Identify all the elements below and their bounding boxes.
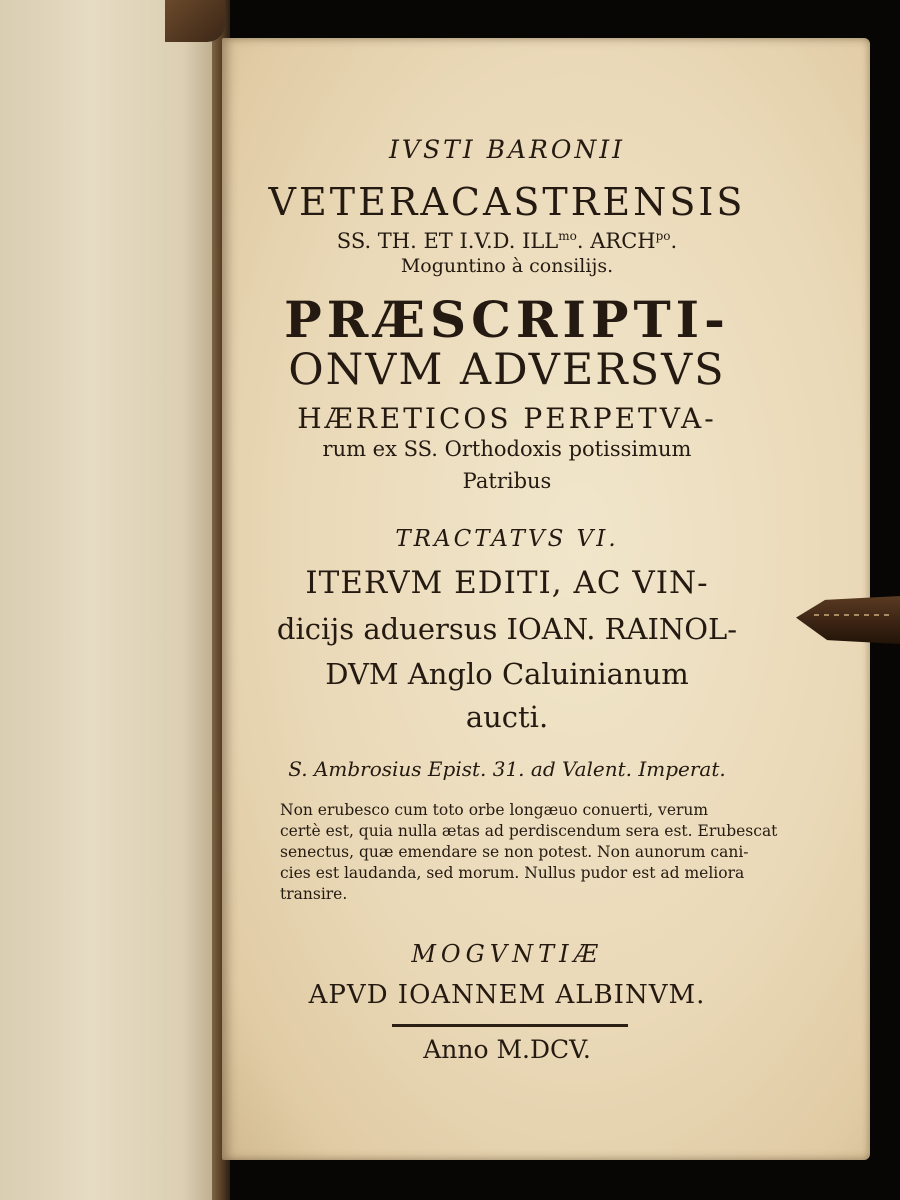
facing-blank-page <box>0 0 228 1200</box>
epigraph-line: transire. <box>280 885 348 903</box>
epigraph-source: S. Ambrosius Epist. 31. ad Valent. Imperat. <box>288 757 726 781</box>
book-title-line-3: HÆRETICOS PERPETVA- <box>297 402 717 435</box>
edition-note-line-4: aucti. <box>465 700 549 734</box>
epigraph-line: certè est, quia nulla ætas ad perdiscendum sera est. Erubescat <box>280 822 778 840</box>
imprint-city: MOGVNTIÆ <box>411 940 603 968</box>
edition-note-line-3: DVM Anglo Caluinianum <box>325 657 689 691</box>
author-name: IVSTI BARONII <box>389 135 625 164</box>
epigraph-quote <box>280 800 778 905</box>
epigraph-line: cies est laudanda, sed morum. Nullus pudor est ad meliora <box>280 864 745 882</box>
book-title-line-2: ONVM ADVERSVS <box>288 345 726 395</box>
clasp-stitching <box>814 614 894 616</box>
edition-note-line-1: ITERVM EDITI, AC VIN- <box>305 565 709 601</box>
imprint-year: Anno M.DCV. <box>423 1035 591 1064</box>
author-origin: VETERACASTRENSIS <box>268 180 746 224</box>
author-office: Moguntino à consilijs. <box>400 255 614 277</box>
book-title-line-1: PRÆSCRIPTI- <box>284 290 730 349</box>
book-title-line-5: Patribus <box>462 469 552 493</box>
epigraph-line: senectus, quæ emendare se non potest. Non aunorum cani- <box>280 843 749 861</box>
book-title-line-4: rum ex SS. Orthodoxis potissimum <box>322 437 692 461</box>
imprint-printer: APVD IOANNEM ALBINVM. <box>308 980 706 1010</box>
author-degrees: SS. TH. ET I.V.D. $ILL^{mo}$. $ARCH^{po}$. <box>336 229 678 253</box>
edition-note-line-2: dicijs aduersus IOAN. RAINOL- <box>276 612 738 646</box>
tractatus-number: TRACTATVS VI. <box>395 526 619 552</box>
binding-corner <box>165 0 225 42</box>
imprint-rule <box>392 1024 628 1027</box>
epigraph-line: Non erubesco cum toto orbe longæuo conuerti, verum <box>280 801 709 819</box>
